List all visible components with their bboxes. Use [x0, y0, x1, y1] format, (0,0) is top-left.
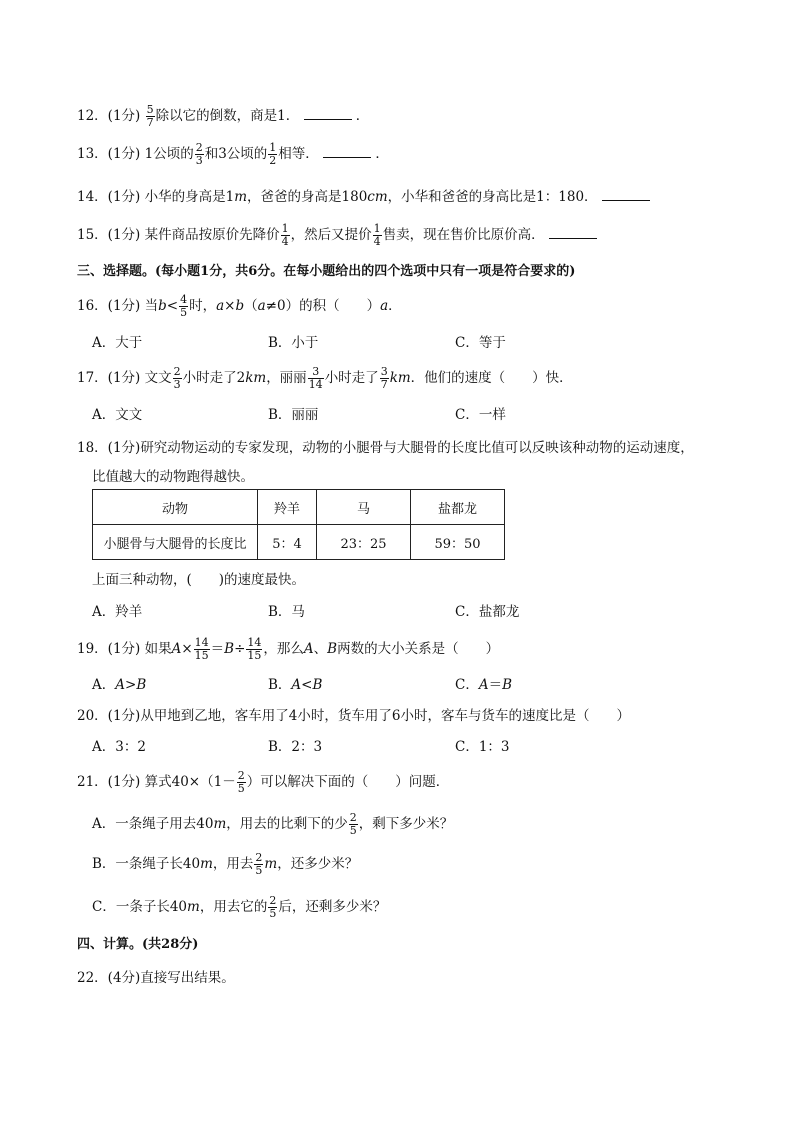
fraction: $\frac{1}{4}$	[281, 222, 289, 248]
question-number: 22．(4分)	[77, 970, 141, 986]
option-b[interactable]: B．一条绳子长40m，用去 $\frac{2}{5}$ m，还多少米？	[92, 851, 359, 877]
section-heading: 三、选择题。(每小题1分，共6分。在每小题给出的四个选项中只有一项是符合要求的)	[77, 264, 576, 279]
option-c[interactable]: C．等于	[455, 335, 506, 351]
table-header: 羚羊	[258, 490, 317, 525]
animal-ratio-table	[92, 489, 505, 560]
option-b[interactable]: B．马	[268, 604, 305, 620]
question-12: 12．(1分) $\frac{5}{7}$ 除以它的倒数，商是1． ．	[77, 103, 370, 129]
question-number: 13．(1分)	[77, 146, 141, 162]
option-b[interactable]: B．丽丽	[268, 407, 319, 423]
question-number: 18．(1分)	[77, 440, 141, 456]
question-number: 19．(1分)	[77, 641, 141, 657]
fraction: $\frac{14}{15}$	[194, 636, 209, 662]
table-header-row	[93, 490, 505, 525]
question-number: 12．(1分)	[77, 108, 141, 124]
question-22: 22．(4分)直接写出结果。	[77, 970, 235, 986]
table-cell: 59：50	[411, 525, 505, 560]
fraction: $\frac{1}{4}$	[373, 222, 381, 248]
question-18: 18．(1分)研究动物运动的专家发现，动物的小腿骨与大腿骨的长度比值可以反映该种动物的运动速度，	[77, 440, 694, 456]
fraction: $\frac{5}{7}$	[146, 103, 154, 129]
question-15: 15．(1分) 某件商品按原价先降价 $\frac{1}{4}$ ，然后又提价 $\frac{1}{4}$ 售卖，现在售价比原价高．	[77, 223, 597, 248]
question-number: 16．(1分)	[77, 298, 141, 314]
fraction: $\frac{3}{14}$	[308, 365, 323, 391]
fraction: $\frac{3}{7}$	[380, 365, 388, 391]
question-18-cont: 比值越大的动物跑得越快。	[92, 469, 254, 485]
table-header: 马	[317, 490, 411, 525]
table-row	[93, 525, 505, 560]
answer-blank[interactable]	[304, 119, 352, 120]
table-header: 盐都龙	[411, 490, 505, 525]
fraction: $\frac{2}{5}$	[269, 894, 277, 920]
fraction: $\frac{2}{3}$	[195, 141, 203, 167]
answer-blank[interactable]	[549, 238, 597, 239]
fraction: $\frac{2}{5}$	[237, 769, 245, 795]
question-20: 20．(1分)从甲地到乙地，客车用了4小时，货车用了6小时，客车与货车的速度比是（ ）	[77, 708, 630, 724]
option-c[interactable]: C．1：3	[455, 739, 510, 755]
answer-blank[interactable]	[323, 157, 371, 158]
option-b[interactable]: B．A<B	[268, 677, 323, 693]
option-a[interactable]: A．一条绳子用去40m，用去的比剩下的少 $\frac{2}{5}$ ，剩下多少米？	[92, 811, 454, 837]
table-cell: 23：25	[317, 525, 411, 560]
question-21: 21．(1分) 算式40×（1－ $\frac{2}{5}$ ）可以解决下面的（ ）问题．	[77, 769, 450, 795]
option-b[interactable]: B．2：3	[268, 739, 323, 755]
table-cell: 5：4	[258, 525, 317, 560]
question-number: 15．(1分)	[77, 227, 141, 243]
option-a[interactable]: A．3：2	[92, 739, 146, 755]
question-13: 13．(1分) 1公顷的 $\frac{2}{3}$ 和3公顷的 $\frac{1}{2}$ 相等． ．	[77, 141, 389, 167]
question-number: 21．(1分)	[77, 774, 141, 790]
option-c[interactable]: C．盐都龙	[455, 604, 520, 620]
question-18-prompt: 上面三种动物，( )的速度最快。	[92, 572, 306, 588]
option-c[interactable]: C．A＝B	[455, 677, 513, 693]
fraction: $\frac{2}{3}$	[173, 365, 181, 391]
question-number: 17．(1分)	[77, 370, 141, 386]
fraction: $\frac{1}{2}$	[269, 141, 277, 167]
option-c[interactable]: C．一样	[455, 407, 506, 423]
option-b[interactable]: B．小于	[268, 335, 319, 351]
question-14: 14．(1分) 小华的身高是1m，爸爸的身高是180cm，小华和爸爸的身高比是1：180．	[77, 185, 650, 205]
section-heading: 四、计算。(共28分)	[77, 937, 199, 952]
question-number: 14．(1分)	[77, 189, 141, 205]
question-17: 17．(1分) 文文 $\frac{2}{3}$ 小时走了2km，丽丽 $\frac{3}{14}$ 小时走了 $\frac{3}{7}$ km．他们的速度（ ）快．	[77, 365, 573, 391]
fraction: $\frac{2}{5}$	[349, 811, 357, 837]
option-a[interactable]: A．羚羊	[92, 604, 143, 620]
table-header: 动物	[93, 490, 258, 525]
fraction: $\frac{2}{5}$	[255, 851, 263, 877]
option-a[interactable]: A．文文	[92, 407, 143, 423]
question-number: 20．(1分)	[77, 708, 141, 724]
question-16: 16．(1分) 当b< $\frac{4}{5}$ 时，a×b（a≠0）的积（ ）a．	[77, 293, 402, 319]
fraction: $\frac{4}{5}$	[180, 293, 188, 319]
option-c[interactable]: C．一条子长40m，用去它的 $\frac{2}{5}$ 后，还剩多少米？	[92, 894, 387, 920]
option-a[interactable]: A．大于	[92, 335, 143, 351]
answer-blank[interactable]	[602, 200, 650, 201]
option-a[interactable]: A．A>B	[92, 677, 147, 693]
question-19: 19．(1分) 如果A× $\frac{14}{15}$ ＝B÷ $\frac{14}{15}$ ，那么A、B两数的大小关系是（ ）	[77, 636, 500, 662]
table-cell: 小腿骨与大腿骨的长度比	[93, 525, 258, 560]
fraction: $\frac{14}{15}$	[247, 636, 262, 662]
